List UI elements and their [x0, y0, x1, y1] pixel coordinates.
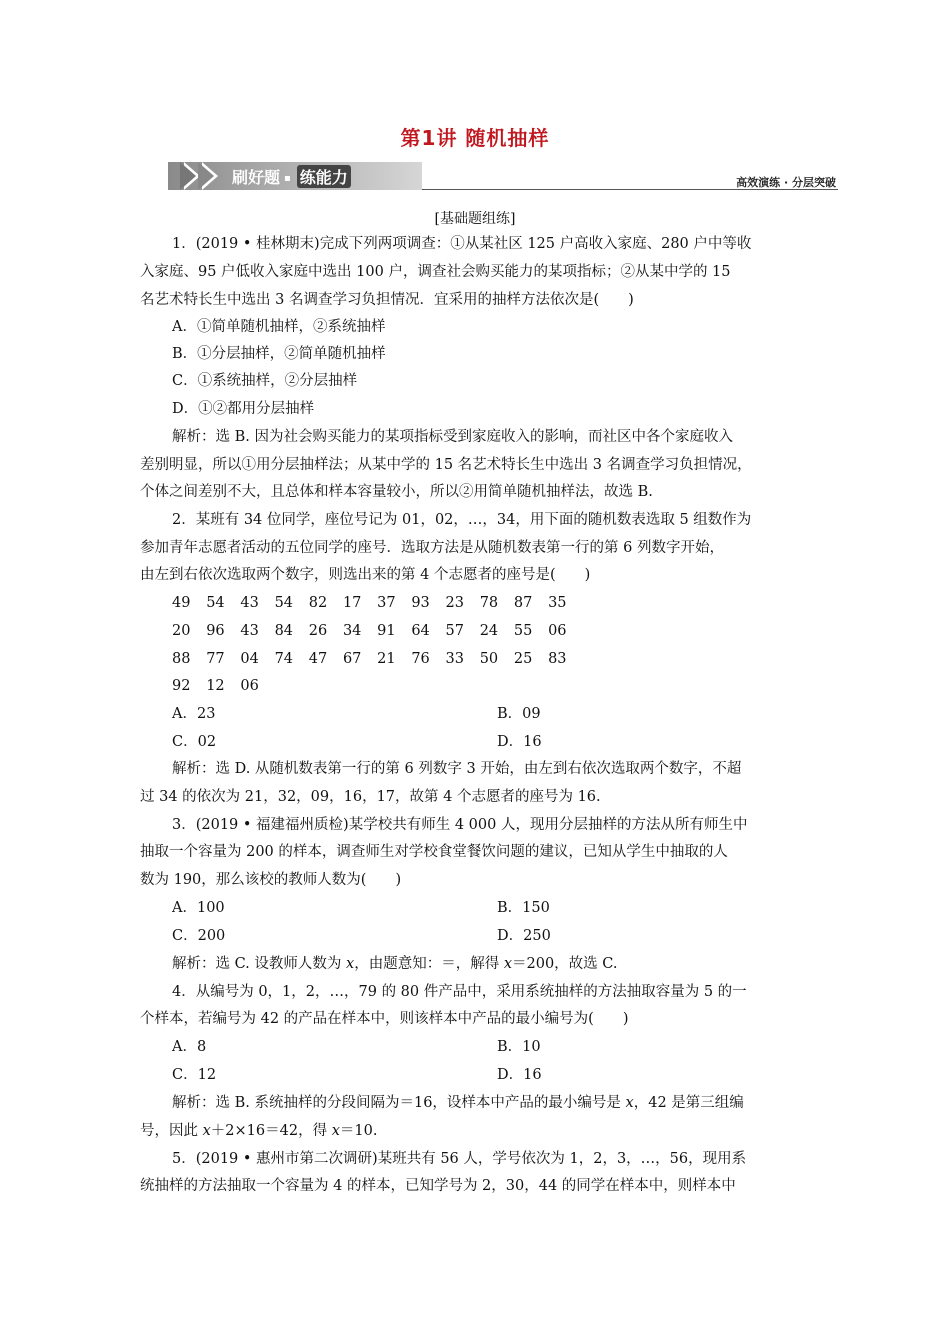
- q2-option-c: C．02: [172, 734, 217, 750]
- q3-stem-line1: 3．(2019 • 福建福州质检)某学校共有师生 4 000 人，现用分层抽样的方法从所有师生中: [172, 817, 748, 833]
- q1-stem-line3: 名艺术特长生中选出 3 名调查学习负担情况．宜采用的抽样方法依次是( ): [140, 292, 634, 308]
- q4-option-c: C．12: [172, 1067, 217, 1083]
- random-number: 06: [548, 623, 567, 639]
- q1-option-d: D．①②都用分层抽样: [172, 401, 315, 417]
- q2-option-a: A．23: [172, 706, 216, 722]
- q3-answer-text: 解析：选 C. 设教师人数为: [172, 956, 347, 972]
- q3-option-b: B．150: [497, 900, 550, 916]
- random-number: 67: [342, 651, 362, 667]
- banner-right-label: 高效演练 · 分层突破: [736, 176, 836, 189]
- random-number: 20: [172, 623, 191, 639]
- random-number: 64: [411, 623, 430, 639]
- q4-answer-text: ，42 是第三组编: [633, 1095, 744, 1111]
- random-number: 23: [445, 595, 464, 611]
- random-number: 55: [513, 623, 533, 639]
- q1-option-c: C．①系统抽样，②分层抽样: [172, 373, 358, 389]
- random-number: 50: [479, 651, 499, 667]
- chevron-icon: [198, 162, 214, 190]
- variable-x: x: [625, 1095, 634, 1111]
- random-number-row: [172, 589, 582, 617]
- random-number: 34: [342, 623, 362, 639]
- q1-answer-line2: 差别明显，所以①用分层抽样法；从某中学的 15 名艺术特长生中选出 3 名调查学习负担情况，: [140, 457, 752, 473]
- random-number: 84: [274, 623, 294, 639]
- random-number: 25: [513, 651, 533, 667]
- q2-option-b: B．09: [497, 706, 541, 722]
- q2-stem-line1: 2．某班有 34 位同学，座位号记为 01，02，…，34，用下面的随机数表选取 5 组数作为: [172, 512, 752, 528]
- random-number: 12: [206, 678, 225, 694]
- random-number-row: [172, 672, 275, 700]
- q3-option-d: D．250: [497, 928, 551, 944]
- q4-answer-text: 解析：选 B. 系统抽样的分段间隔为＝16，设样本中产品的最小编号是: [172, 1095, 626, 1111]
- q4-answer-text: 号，因此: [140, 1123, 203, 1139]
- q4-answer-text: ＋2×16＝42，得: [210, 1123, 332, 1139]
- q2-stem-line3: 由左到右依次选取两个数字，则选出来的第 4 个志愿者的座号是( ): [140, 567, 591, 583]
- variable-x: x: [346, 956, 355, 972]
- q1-answer-line1: 解析：选 B. 因为社会购买能力的某项指标受到家庭收入的影响，而社区中各个家庭收入: [172, 429, 733, 445]
- variable-x: x: [331, 1123, 340, 1139]
- random-number: 87: [513, 595, 533, 611]
- q1-option-a: A．①简单随机抽样，②系统抽样: [172, 319, 386, 335]
- q4-option-d: D．16: [497, 1067, 542, 1083]
- banner-label: [232, 165, 351, 188]
- random-number: 54: [274, 595, 294, 611]
- random-number: 24: [479, 623, 499, 639]
- q4-option-a: A．8: [172, 1039, 207, 1055]
- random-number: 26: [308, 623, 328, 639]
- q4-stem-line1: 4．从编号为 0，1，2，…，79 的 80 件产品中，采用系统抽样的方法抽取容量为 5 的一: [172, 984, 747, 1000]
- q4-answer-line1: [172, 1089, 852, 1117]
- q2-answer-line1: 解析：选 D. 从随机数表第一行的第 6 列数字 3 开始，由左到右依次选取两个数字，不超: [172, 761, 742, 777]
- q5-stem-line2: 统抽样的方法抽取一个容量为 4 的样本，已知学号为 2，30，44 的同学在样本中，则样本中: [140, 1178, 736, 1194]
- random-number: 76: [411, 651, 430, 667]
- random-number: 37: [377, 595, 396, 611]
- random-number: 96: [206, 623, 225, 639]
- q1-answer-line3: 个体之间差别不大，且总体和样本容量较小，所以②用简单随机抽样法，故选 B.: [140, 484, 653, 500]
- random-number: 77: [206, 651, 225, 667]
- random-number: 47: [308, 651, 328, 667]
- page-title: 第1讲 随机抽样: [400, 126, 550, 150]
- random-number: 82: [308, 595, 328, 611]
- q1-stem-line2: 入家庭、95 户低收入家庭中选出 100 户，调查社会购买能力的某项指标；②从某中学的 15: [140, 264, 731, 280]
- random-number: 04: [240, 651, 259, 667]
- random-number: 54: [206, 595, 225, 611]
- q3-answer-text: ＝200，故选 C.: [512, 956, 618, 972]
- variable-x: x: [202, 1123, 211, 1139]
- random-number: 33: [445, 651, 464, 667]
- random-number: 93: [411, 595, 430, 611]
- q3-stem-line3: 数为 190，那么该校的教师人数为( ): [140, 872, 402, 888]
- random-number: 88: [172, 651, 191, 667]
- random-number-row: [172, 617, 582, 645]
- random-number: 74: [274, 651, 294, 667]
- chevron-icon: [180, 162, 196, 190]
- banner-label-1: 刷好题: [232, 168, 281, 187]
- q2-answer-line2: 过 34 的依次为 21，32，09，16，17，故第 4 个志愿者的座号为 16.: [140, 789, 601, 805]
- q4-option-b: B．10: [497, 1039, 541, 1055]
- q3-stem-line2: 抽取一个容量为 200 的样本，调查师生对学校食堂餐饮问题的建议，已知从学生中抽取的人: [140, 844, 728, 860]
- q4-stem-line2: 个样本，若编号为 42 的产品在样本中，则该样本中产品的最小编号为( ): [140, 1011, 629, 1027]
- random-number: 43: [240, 595, 259, 611]
- random-number: 78: [479, 595, 499, 611]
- q1-option-b: B．①分层抽样，②简单随机抽样: [172, 346, 386, 362]
- q4-answer-line2: [140, 1117, 820, 1145]
- random-number: 49: [172, 595, 191, 611]
- random-number: 83: [548, 651, 567, 667]
- q2-option-d: D．16: [497, 734, 542, 750]
- q2-stem-line2: 参加青年志愿者活动的五位同学的座号．选取方法是从随机数表第一行的第 6 列数字开始，: [140, 540, 724, 556]
- variable-x: x: [503, 956, 512, 972]
- q3-option-a: A．100: [172, 900, 225, 916]
- random-number: 57: [445, 623, 464, 639]
- q5-stem-line1: 5．(2019 • 惠州市第二次调研)某班共有 56 人，学号依次为 1，2，3，…，56，现用系: [172, 1151, 747, 1167]
- random-number-row: [172, 645, 582, 673]
- q3-answer-text: ，由题意知：＝，解得: [354, 956, 504, 972]
- section-banner: [168, 160, 838, 192]
- random-number: 06: [240, 678, 259, 694]
- random-number: 17: [342, 595, 362, 611]
- q3-option-c: C．200: [172, 928, 226, 944]
- banner-label-2: 练能力: [297, 165, 351, 188]
- random-number: 21: [377, 651, 396, 667]
- section-heading: [基础题组练]: [434, 211, 516, 227]
- banner-dot: ▪: [284, 173, 291, 184]
- random-number: 92: [172, 678, 191, 694]
- q4-answer-text: ＝10.: [339, 1123, 378, 1139]
- random-number: 35: [548, 595, 567, 611]
- random-number: 91: [377, 623, 396, 639]
- random-number: 43: [240, 623, 259, 639]
- q1-stem-line1: 1．(2019 • 桂林期末)完成下列两项调查：①从某社区 125 户高收入家庭、280 户中等收: [172, 236, 752, 252]
- q3-answer: [172, 950, 852, 978]
